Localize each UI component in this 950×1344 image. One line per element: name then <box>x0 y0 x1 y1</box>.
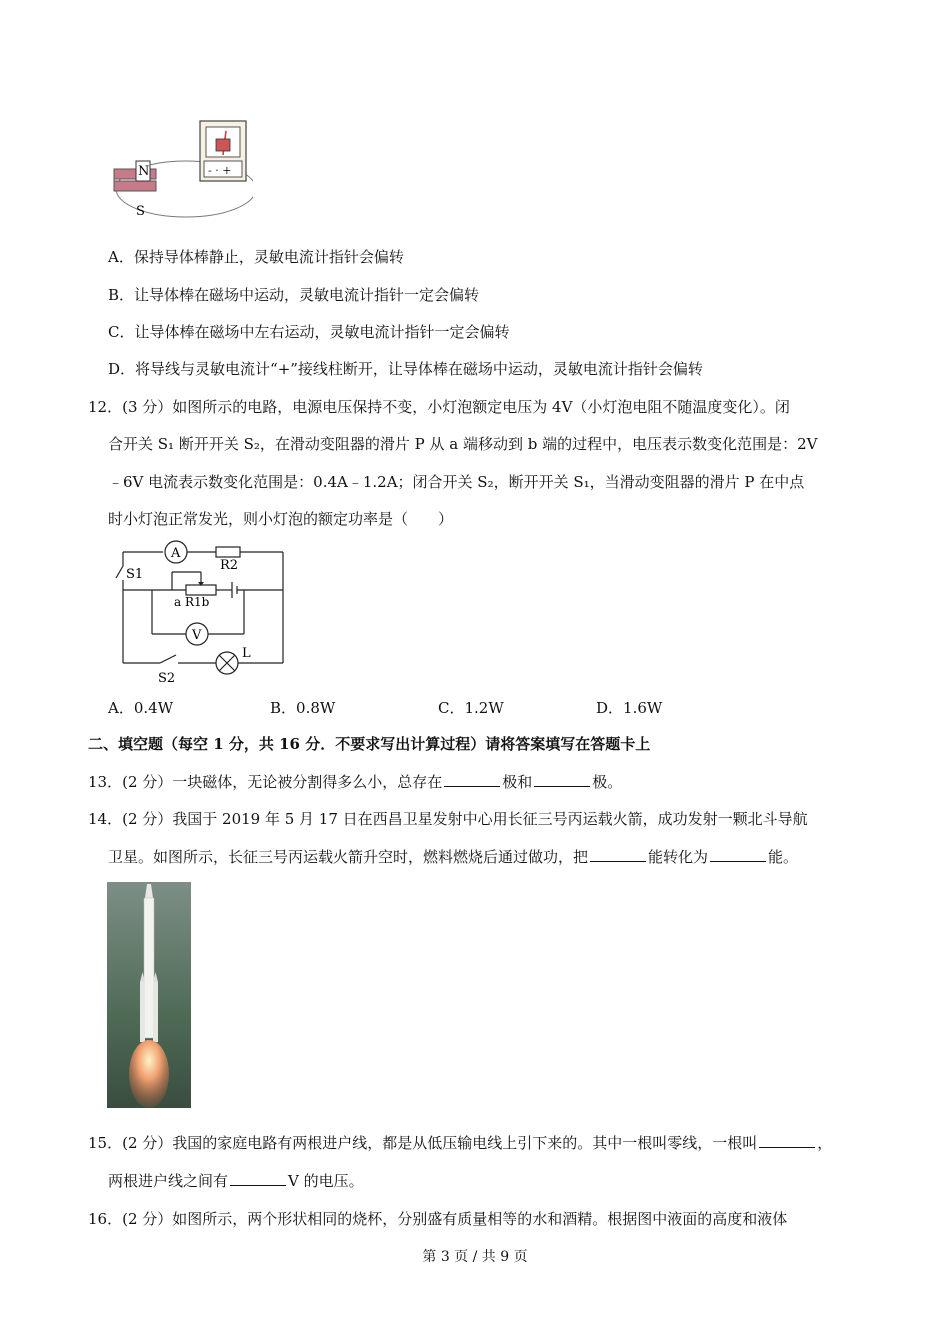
ammeter-label: A <box>171 546 181 561</box>
q14-line-2: 卫星。如图所示，长征三号丙运载火箭升空时，燃料燃烧后通过做功，把 能转化为 能。 <box>108 848 799 866</box>
magnet-n-label: N <box>138 164 150 179</box>
meter-terminals: - · + <box>208 164 232 177</box>
circuit-diagram <box>108 540 298 688</box>
q12-option-c: C．1.2W <box>438 699 504 717</box>
galvanometer-figure <box>108 117 253 222</box>
q12-line-2: 合开关 S₁ 断开开关 S₂，在滑动变阻器的滑片 P 从 a 端移动到 b 端的过程中，电压表示数变化范围是：2V <box>108 435 818 453</box>
page-footer: 第 3 页 / 共 9 页 <box>422 1249 528 1265</box>
q11-option-b: B．让导体棒在磁场中运动，灵敏电流计指针一定会偏转 <box>108 286 480 304</box>
q11-option-d: D．将导线与灵敏电流计“+”接线柱断开，让导体棒在磁场中运动，灵敏电流计指针会偏转 <box>108 360 703 378</box>
q12-option-a: A．0.4W <box>108 699 174 717</box>
q11-option-a: A．保持导体棒静止，灵敏电流计指针会偏转 <box>108 248 404 266</box>
r1-label: a R1b <box>174 595 210 609</box>
s2-label: S2 <box>158 671 176 686</box>
voltmeter-label: V <box>192 628 202 643</box>
section-2-heading: 二、填空题（每空 1 分，共 16 分．不要求写出计算过程）请将答案填写在答题卡上 <box>88 735 651 753</box>
s1-label: S1 <box>126 567 144 582</box>
lamp-label: L <box>242 646 251 661</box>
q12-line-3: ﹣6V 电流表示数变化范围是：0.4A﹣1.2A；闭合开关 S₂，断开开关 S₁，当滑动变阻器的滑片 P 在中点 <box>108 473 805 491</box>
q16-line-1: 16．(2 分）如图所示，两个形状相同的烧杯，分别盛有质量相等的水和酒精。根据图中液面的高度和液体 <box>88 1210 788 1228</box>
q13: 13．(2 分）一块磁体，无论被分割得多么小，总存在 极和 极。 <box>88 773 623 791</box>
q15-line-1: 15．(2 分）我国的家庭电路有两根进户线，都是从低压输电线上引下来的。其中一根叫零线，一根叫 ， <box>88 1134 833 1152</box>
q12-line-1: 12．(3 分）如图所示的电路，电源电压保持不变，小灯泡额定电压为 4V（小灯泡电阻不随温度变化）。闭 <box>88 398 790 416</box>
magnet-s-label: S <box>136 204 145 219</box>
q11-option-c: C．让导体棒在磁场中左右运动，灵敏电流计指针一定会偏转 <box>108 323 510 341</box>
q12-option-b: B．0.8W <box>270 699 336 717</box>
q12-option-d: D．1.6W <box>596 699 663 717</box>
rocket-photo <box>107 882 191 1108</box>
q15-line-2: 两根进户线之间有 V 的电压。 <box>108 1172 364 1190</box>
q12-line-4: 时小灯泡正常发光，则小灯泡的额定功率是（ ） <box>108 510 454 528</box>
q14-line-1: 14．(2 分）我国于 2019 年 5 月 17 日在西昌卫星发射中心用长征三号丙运载火箭，成功发射一颗北斗导航 <box>88 810 808 828</box>
r2-label: R2 <box>220 558 239 573</box>
